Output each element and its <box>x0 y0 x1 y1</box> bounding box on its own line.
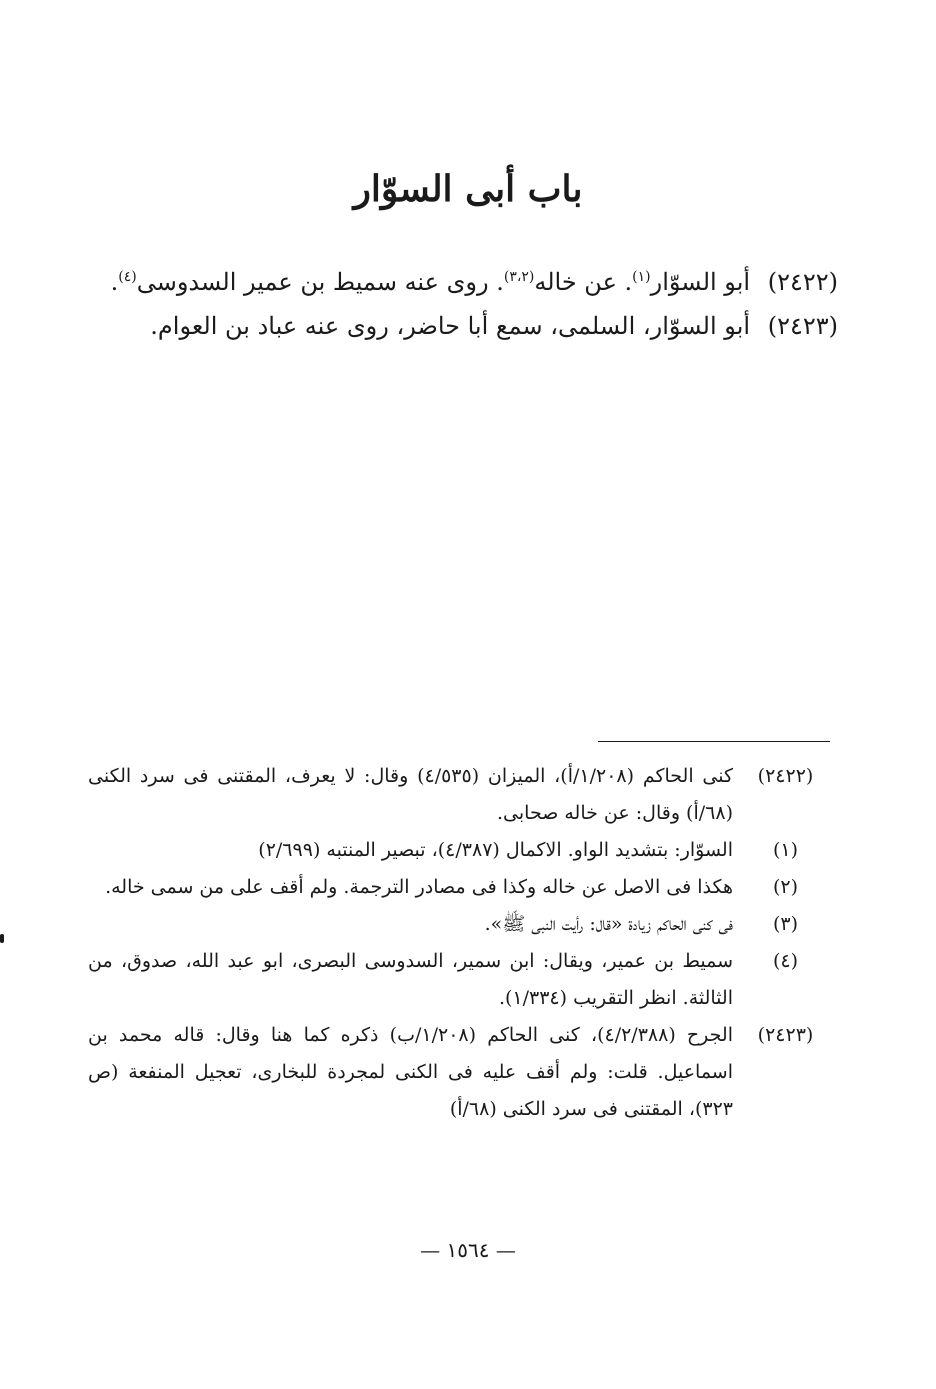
margin-mark <box>0 934 4 943</box>
footnote-ref: (١) <box>632 269 651 285</box>
footnote-separator <box>598 741 830 742</box>
main-text <box>88 260 838 348</box>
entry-text: . <box>110 268 119 296</box>
footnote-ref: (٤) <box>118 269 137 285</box>
footnote-ref: (٣،٢) <box>503 269 535 285</box>
footnote-text: السوّار: بتشديد الواو. الاكمال (٤/٣٨٧)، تبصير المنتبه (٢/٦٩٩) <box>258 839 733 861</box>
footnote-label: (١) <box>772 839 799 861</box>
footnote-text: هكذا فى الاصل عن خاله وكذا فى مصادر الترجمة. ولم أقف على من سمى خاله. <box>105 876 733 898</box>
entry-number: (٢٤٢٣) <box>767 312 838 340</box>
footnotes <box>88 758 838 1128</box>
chapter-title: باب أبى السوّار <box>353 168 583 210</box>
entry-text: أبو السوّار <box>650 268 751 296</box>
footnote-text: كنى الحاكم (١/٢٠٨/أ)، الميزان (٤/٥٣٥) وقال: لا يعرف، المقتنى فى سرد الكنى (٦٨/أ) وقال: عن خاله صحابى. <box>88 765 734 824</box>
footnote-4 <box>88 943 838 1017</box>
footnote-text: الجرح (٤/٢/٣٨٨)، كنى الحاكم (١/٢٠٨/ب) ذكره كما هنا وقال: قاله محمد بن اسماعيل. قلت: ولم أقف عليه فى الكنى لمجردة للبخارى، تعجيل المنفعة (ص ٣٢٣)، المقتنى فى سرد الكنى (٦٨/أ) <box>88 1024 733 1120</box>
entry-2422 <box>88 260 838 304</box>
footnote-text: سميط بن عمير، ويقال: ابن سمير، السدوسى البصرى، ابو عبد الله، صدوق، من الثالثة. انظر التقريب (١/٣٣٤). <box>88 950 733 1009</box>
entry-number: (٢٤٢٢) <box>767 268 838 296</box>
footnote-label: (٤) <box>772 950 799 972</box>
footnote-2422 <box>88 758 838 832</box>
footnote-label: (٣) <box>772 913 799 935</box>
footnote-text: فى كنى الحاكم زيادة «قال: رأيت النبى ﷺ». <box>484 913 733 935</box>
page-number: — ١٥٦٤ — <box>420 1238 516 1262</box>
entry-text: أبو السوّار، السلمى، سمع أبا حاضر، روى عنه عباد بن العوام. <box>150 312 751 340</box>
footnote-label: (٢) <box>772 876 799 898</box>
footnote-1 <box>88 832 838 869</box>
footnote-label: (٢٤٢٣) <box>757 1024 814 1046</box>
entry-text: . عن خاله <box>534 268 633 296</box>
footnote-2 <box>88 869 838 906</box>
footnote-3 <box>88 906 838 943</box>
footnote-2423 <box>88 1017 838 1128</box>
entry-2423 <box>88 304 838 348</box>
footnote-label: (٢٤٢٢) <box>757 765 814 787</box>
entry-text: . روى عنه سميط بن عمير السدوسى <box>136 268 504 296</box>
